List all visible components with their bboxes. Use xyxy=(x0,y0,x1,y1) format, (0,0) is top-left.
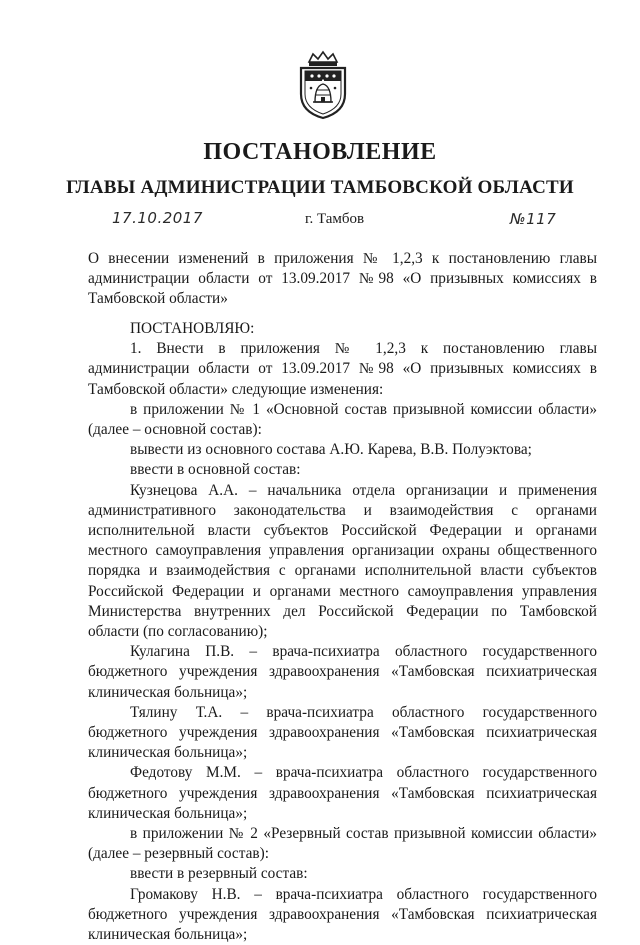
city-label: г. Тамбов xyxy=(305,211,365,227)
document-title: ПОСТАНОВЛЕНИЕ xyxy=(203,139,437,165)
subject-block xyxy=(88,249,597,310)
resolve-heading: ПОСТАНОВЛЯЮ: xyxy=(130,320,255,337)
paragraph-3: вывести из основного состава А.Ю. Карева, В.В. Полуэктова; xyxy=(130,441,532,459)
handwritten-date: 17.10.2017 xyxy=(112,209,203,227)
body-text xyxy=(88,319,597,945)
paragraph-5: Кузнецова А.А. – начальника отдела организации и применения административного законодательства и взаимодействия с органами исполнительной власти субъектов Российской Федерации и органами местного самоуправления управления организации охраны общественного порядка и взаимодействия с органами исполнительной власти субъектов Российской Федерации и органами местного самоуправления управления Министерства внутренних дел Российской Федерации по Тамбовской области (по согласованию); xyxy=(88,481,597,641)
coat-of-arms-icon xyxy=(293,50,353,120)
paragraph-6: Кулагина П.В. – врача-психиатра областного государственного бюджетного учреждения здравоохранения «Тамбовская психиатрическая клиническая больница»; xyxy=(88,643,597,701)
paragraph-2: в приложении № 1 «Основной состав призывной комиссии области» (далее – основной состав): xyxy=(88,400,597,439)
paragraph-7: Тялину Т.А. – врача-психиатра областного государственного бюджетного учреждения здравоохранения «Тамбовская психиатрическая клиническая больница»; xyxy=(88,703,597,762)
paragraph-10: ввести в резервный состав: xyxy=(130,865,308,883)
handwritten-number: №117 xyxy=(510,210,557,228)
paragraph-8: Федотову М.М. – врача-психиатра областного государственного бюджетного учреждения здравоохранения «Тамбовская психиатрическая клиническая больница»; xyxy=(88,764,597,822)
document-subtitle: ГЛАВЫ АДМИНИСТРАЦИИ ТАМБОВСКОЙ ОБЛАСТИ xyxy=(66,177,574,198)
paragraph-9: в приложении № 2 «Резервный состав призывной комиссии области» (далее – резервный состав): xyxy=(88,825,597,863)
paragraph-11: Громакову Н.В. – врача-психиатра областного государственного бюджетного учреждения здравоохранения «Тамбовская психиатрическая клиническая больница»; xyxy=(88,885,597,944)
paragraph-1: 1. Внести в приложения № 1,2,3 к постановлению главы администрации области от 13.09.2017 №98 «О призывных комиссиях в Тамбовской области» следующие изменения: xyxy=(88,340,597,398)
subject-text: О внесении изменений в приложения № 1,2,3 к постановлению главы администрации области от 13.09.2017 №98 «О призывных комиссиях в Тамбовской области» xyxy=(88,250,597,308)
paragraph-4: ввести в основной состав: xyxy=(130,461,301,479)
